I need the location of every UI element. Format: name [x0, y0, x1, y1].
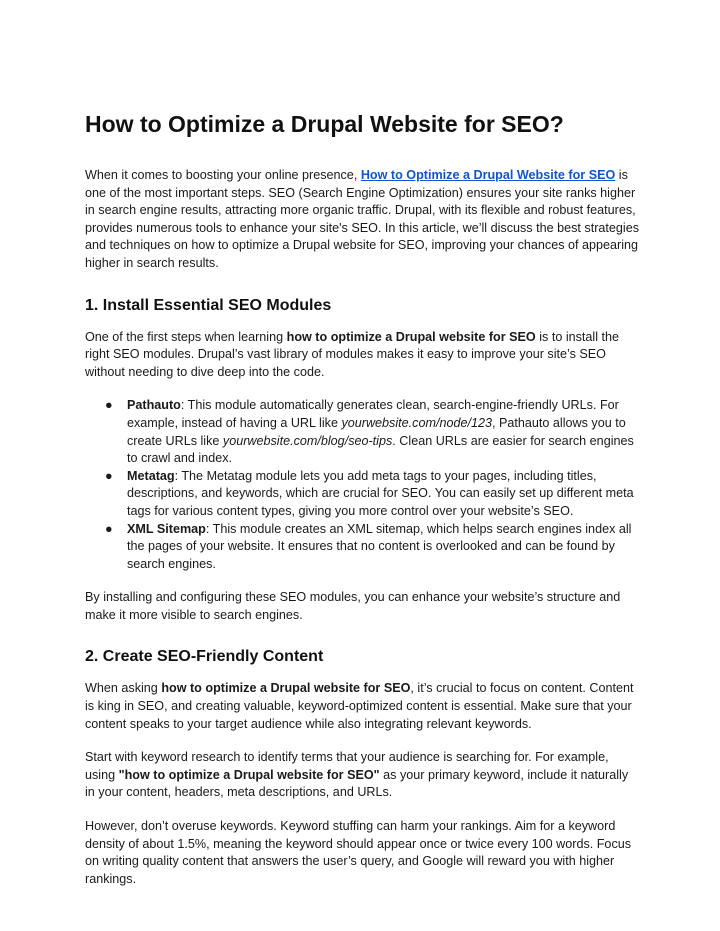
text: Start with keyword research to identify terms that your audience is searching for. For example, using — [85, 750, 609, 782]
section-2-paragraph-1 — [85, 680, 641, 733]
section-2-heading: 2. Create SEO-Friendly Content — [85, 648, 324, 666]
text: When asking — [85, 681, 162, 696]
section-2-paragraph-3: However, don’t overuse keywords. Keyword stuffing can harm your rankings. Aim for a keyword density of about 1.5%, meaning the keyword should appear once or twice every 100 words. Focus on writing quality content that answers the user’s query, and Google will reward you with higher rankings. — [85, 819, 632, 886]
bold-keyword: how to optimize a Drupal website for SEO — [161, 681, 411, 696]
bullet-icon: ● — [105, 521, 113, 536]
module-name: Metatag — [127, 468, 175, 483]
text: One of the first steps when learning — [85, 329, 287, 344]
example-url: yourwebsite.com/blog/seo-tips — [222, 433, 393, 448]
intro-text-post: is one of the most important steps. SEO (Search Engine Optimization) ensures your site ranks higher in search engine results, attracting more organic traffic. Drupal, with its flexible and robust features, provides numerous tools to enhance your site's SEO. In this article, we’ll discuss the best strategies and techniques on how to optimize a Drupal website for SEO, improving your chances of appearing higher in search results. — [85, 168, 639, 270]
bullet-icon: ● — [105, 398, 113, 413]
text: . Clean URLs are easier for search engines to crawl and index. — [127, 433, 634, 466]
text: : This module creates an XML sitemap, which helps search engines index all the pages of your website. It ensures that no content is overlooked and can be found by search engines. — [127, 521, 632, 571]
intro-paragraph — [85, 167, 641, 273]
bold-keyword: "how to optimize a Drupal website for SEO" — [118, 767, 380, 782]
section-2-paragraph-2 — [85, 749, 641, 802]
text: , it’s crucial to focus on content. Content is king in SEO, and creating valuable, keyword-optimized content is essential. Make sure that your content speaks to your target audience while also integrating relevant keywords. — [85, 681, 634, 731]
text: as your primary keyword, include it naturally in your content, headers, meta descriptions, and URLs. — [85, 767, 629, 800]
modules-list — [85, 397, 641, 573]
text: , Pathauto allows you to create URLs like — [127, 415, 626, 448]
list-item-metatag — [85, 468, 641, 521]
section-1-paragraph-1 — [85, 329, 641, 382]
list-item-pathauto — [85, 397, 641, 467]
page-title: How to Optimize a Drupal Website for SEO? — [85, 111, 564, 137]
text: : This module automatically generates clean, search-engine-friendly URLs. For example, instead of having a URL like — [127, 398, 619, 430]
article — [85, 110, 641, 904]
bullet-icon: ● — [105, 468, 113, 483]
list-item-xml-sitemap — [85, 521, 641, 574]
section-1-paragraph-2: By installing and configuring these SEO modules, you can enhance your website’s structure and make it more visible to search engines. — [85, 590, 621, 622]
text: is to install the right SEO modules. Drupal’s vast library of modules makes it easy to improve your site’s SEO without needing to dive deep into the code. — [85, 329, 620, 379]
intro-text-pre: When it comes to boosting your online presence, — [85, 168, 361, 182]
bold-keyword: how to optimize a Drupal website for SEO — [286, 329, 536, 344]
text: : The Metatag module lets you add meta tags to your pages, including titles, descriptions, and keywords, which are crucial for SEO. You can easily set up different meta tags for various content types, giving you more control over your website’s SEO. — [127, 468, 634, 518]
module-name: XML Sitemap — [127, 521, 206, 536]
example-url: yourwebsite.com/node/123 — [341, 415, 492, 430]
section-1-heading: 1. Install Essential SEO Modules — [85, 296, 332, 314]
article-link[interactable]: How to Optimize a Drupal Website for SEO — [360, 168, 616, 182]
module-name: Pathauto — [127, 398, 181, 413]
